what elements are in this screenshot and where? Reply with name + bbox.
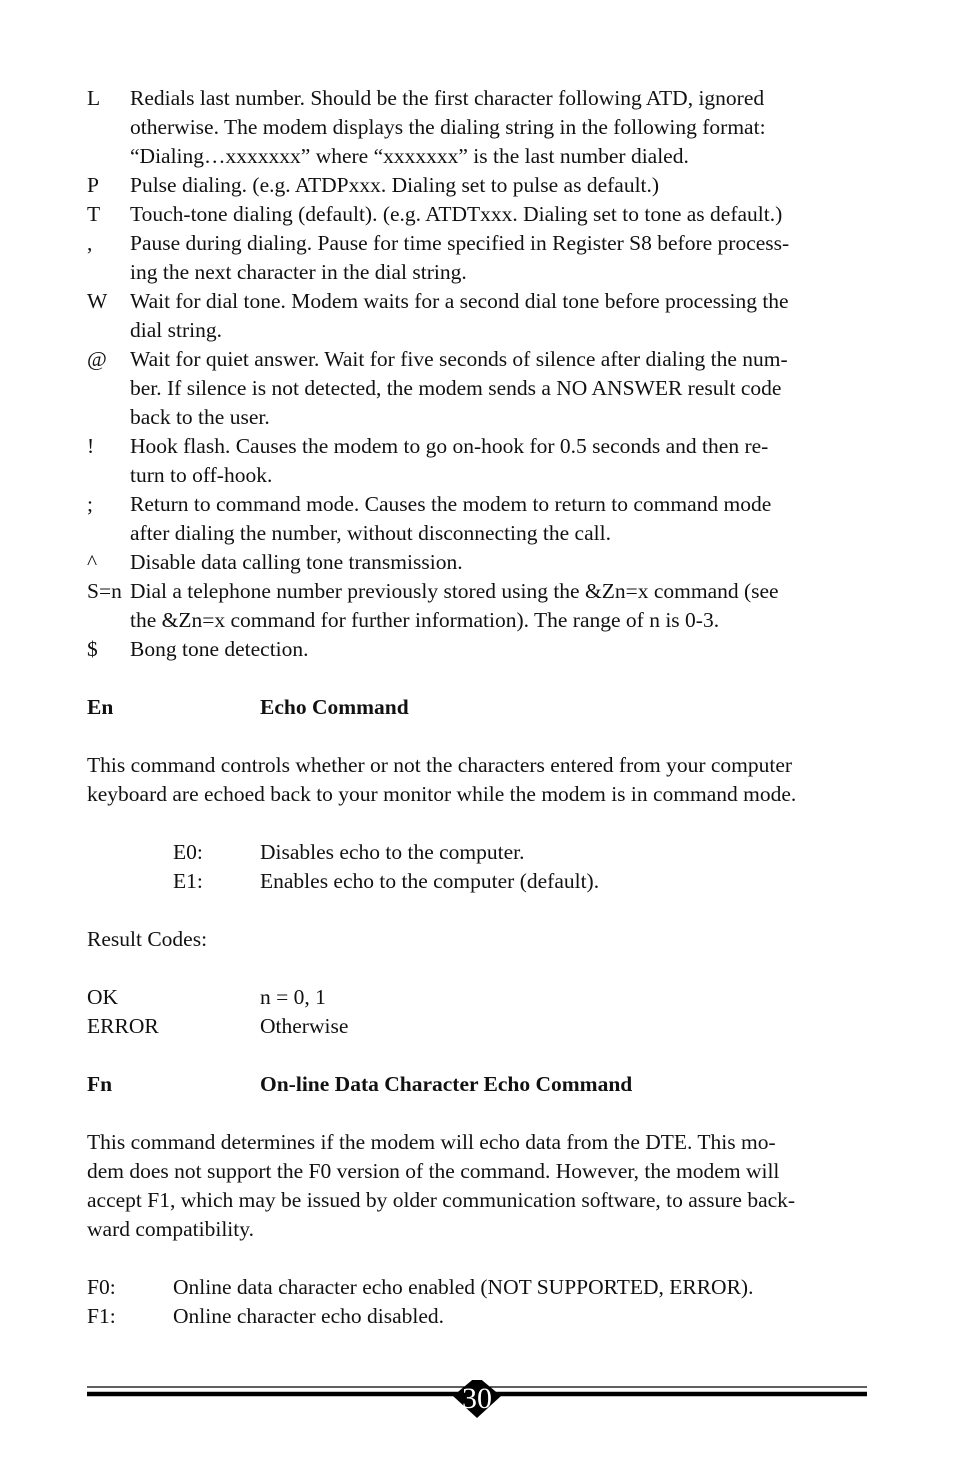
modifier-symbol: ,: [87, 231, 93, 255]
modifier-description: [130, 490, 877, 548]
description-line: Bong tone detection.: [130, 637, 309, 661]
paragraph-line: keyboard are echoed back to your monitor while the modem is in command mode.: [87, 782, 797, 806]
modifier-description: [130, 635, 877, 664]
section-title: On-line Data Character Echo Command: [260, 1072, 633, 1096]
modifier-description: [130, 345, 877, 432]
description-line: “Dialing…xxxxxxx” where “xxxxxxx” is the last number dialed.: [130, 144, 689, 168]
spacer: [87, 722, 877, 751]
fn-paragraph: [87, 1128, 877, 1244]
spacer: [87, 664, 877, 693]
description-line: turn to off-hook.: [130, 463, 273, 487]
spacer: [87, 896, 877, 925]
option-row: [87, 838, 877, 867]
result-text: Otherwise: [260, 1014, 349, 1038]
paragraph-line: ward compatibility.: [87, 1217, 254, 1241]
description-line: Redials last number. Should be the first character following ATD, ignored: [130, 86, 765, 110]
dial-modifier-comma: [87, 229, 877, 287]
dial-modifier-semicolon: [87, 490, 877, 548]
dial-modifier-L: [87, 84, 877, 171]
dial-modifier-P: [87, 171, 877, 200]
paragraph-line: This command controls whether or not the characters entered from your computer: [87, 753, 793, 777]
description-line: Dial a telephone number previously stored using the &Zn=x command (see: [130, 579, 779, 603]
description-line: Wait for dial tone. Modem waits for a second dial tone before processing the: [130, 289, 789, 313]
option-code: F1:: [87, 1304, 116, 1328]
modifier-description: [130, 200, 877, 229]
option-code: E1:: [173, 869, 203, 893]
result-codes-label: Result Codes:: [87, 927, 208, 951]
option-code: E0:: [173, 840, 203, 864]
echo-paragraph: [87, 751, 877, 809]
option-text: Enables echo to the computer (default).: [260, 869, 600, 893]
modifier-description: [130, 432, 877, 490]
echo-options: [87, 838, 877, 896]
modifier-symbol: !: [87, 434, 95, 458]
spacer: [87, 954, 877, 983]
modifier-symbol: ^: [87, 550, 98, 574]
description-line: Hook flash. Causes the modem to go on-hook for 0.5 seconds and then re-: [130, 434, 769, 458]
description-line: otherwise. The modem displays the dialing string in the following format:: [130, 115, 766, 139]
result-text: n = 0, 1: [260, 985, 326, 1009]
option-text: Online data character echo enabled (NOT SUPPORTED, ERROR).: [173, 1275, 754, 1299]
modifier-description: [130, 171, 877, 200]
modifier-symbol: $: [87, 637, 98, 661]
modifier-symbol: @: [87, 347, 107, 371]
modifier-description: [130, 84, 877, 171]
modifier-symbol: ;: [87, 492, 93, 516]
modifier-symbol: T: [87, 202, 101, 226]
modifier-symbol: S=n: [87, 579, 122, 603]
option-row: [87, 867, 877, 896]
option-row: [87, 1273, 877, 1302]
result-row: [87, 1012, 877, 1041]
option-row: [87, 1302, 877, 1331]
fn-options: [87, 1273, 877, 1331]
dial-modifier-dollar: [87, 635, 877, 664]
paragraph-line: accept F1, which may be issued by older communication software, to assure back-: [87, 1188, 796, 1212]
paragraph-line: This command determines if the modem will echo data from the DTE. This mo-: [87, 1130, 776, 1154]
description-line: the &Zn=x command for further information). The range of n is 0-3.: [130, 608, 720, 632]
dial-modifier-exclamation: [87, 432, 877, 490]
section-heading-fn: [87, 1070, 877, 1099]
modifier-symbol: L: [87, 86, 101, 110]
result-code: OK: [87, 985, 119, 1009]
modifier-description: [130, 577, 877, 635]
paragraph-line: dem does not support the F0 version of the command. However, the modem will: [87, 1159, 780, 1183]
modifier-symbol: W: [87, 289, 108, 313]
option-text: Online character echo disabled.: [173, 1304, 445, 1328]
spacer: [87, 809, 877, 838]
description-line: Pulse dialing. (e.g. ATDPxxx. Dialing set to pulse as default.): [130, 173, 660, 197]
dial-modifier-list: [87, 84, 877, 664]
description-line: dial string.: [130, 318, 222, 342]
description-line: back to the user.: [130, 405, 270, 429]
description-line: ber. If silence is not detected, the modem sends a NO ANSWER result code: [130, 376, 782, 400]
description-line: Wait for quiet answer. Wait for five seconds of silence after dialing the num-: [130, 347, 788, 371]
result-row: [87, 983, 877, 1012]
result-code: ERROR: [87, 1014, 159, 1038]
spacer: [87, 1099, 877, 1128]
description-line: Touch-tone dialing (default). (e.g. ATDTxxx. Dialing set to tone as default.): [130, 202, 783, 226]
modifier-description: [130, 287, 877, 345]
modifier-description: [130, 548, 877, 577]
command-code: En: [87, 695, 114, 719]
command-code: Fn: [87, 1072, 113, 1096]
spacer: [87, 1244, 877, 1273]
dial-modifier-s-equals-n: [87, 577, 877, 635]
page-footer: [87, 1380, 867, 1420]
page-content: [87, 84, 877, 1331]
description-line: after dialing the number, without disconnecting the call.: [130, 521, 611, 545]
description-line: Pause during dialing. Pause for time specified in Register S8 before process-: [130, 231, 790, 255]
modifier-description: [130, 229, 877, 287]
section-title: Echo Command: [260, 695, 409, 719]
dial-modifier-T: [87, 200, 877, 229]
page-number: 30: [462, 1382, 492, 1415]
section-heading-echo: [87, 693, 877, 722]
description-line: ing the next character in the dial string.: [130, 260, 467, 284]
result-codes: [87, 983, 877, 1041]
description-line: Disable data calling tone transmission.: [130, 550, 463, 574]
dial-modifier-at: [87, 345, 877, 432]
option-code: F0:: [87, 1275, 116, 1299]
modifier-symbol: P: [87, 173, 99, 197]
dial-modifier-W: [87, 287, 877, 345]
option-text: Disables echo to the computer.: [260, 840, 525, 864]
dial-modifier-caret: [87, 548, 877, 577]
description-line: Return to command mode. Causes the modem to return to command mode: [130, 492, 772, 516]
spacer: [87, 1041, 877, 1070]
